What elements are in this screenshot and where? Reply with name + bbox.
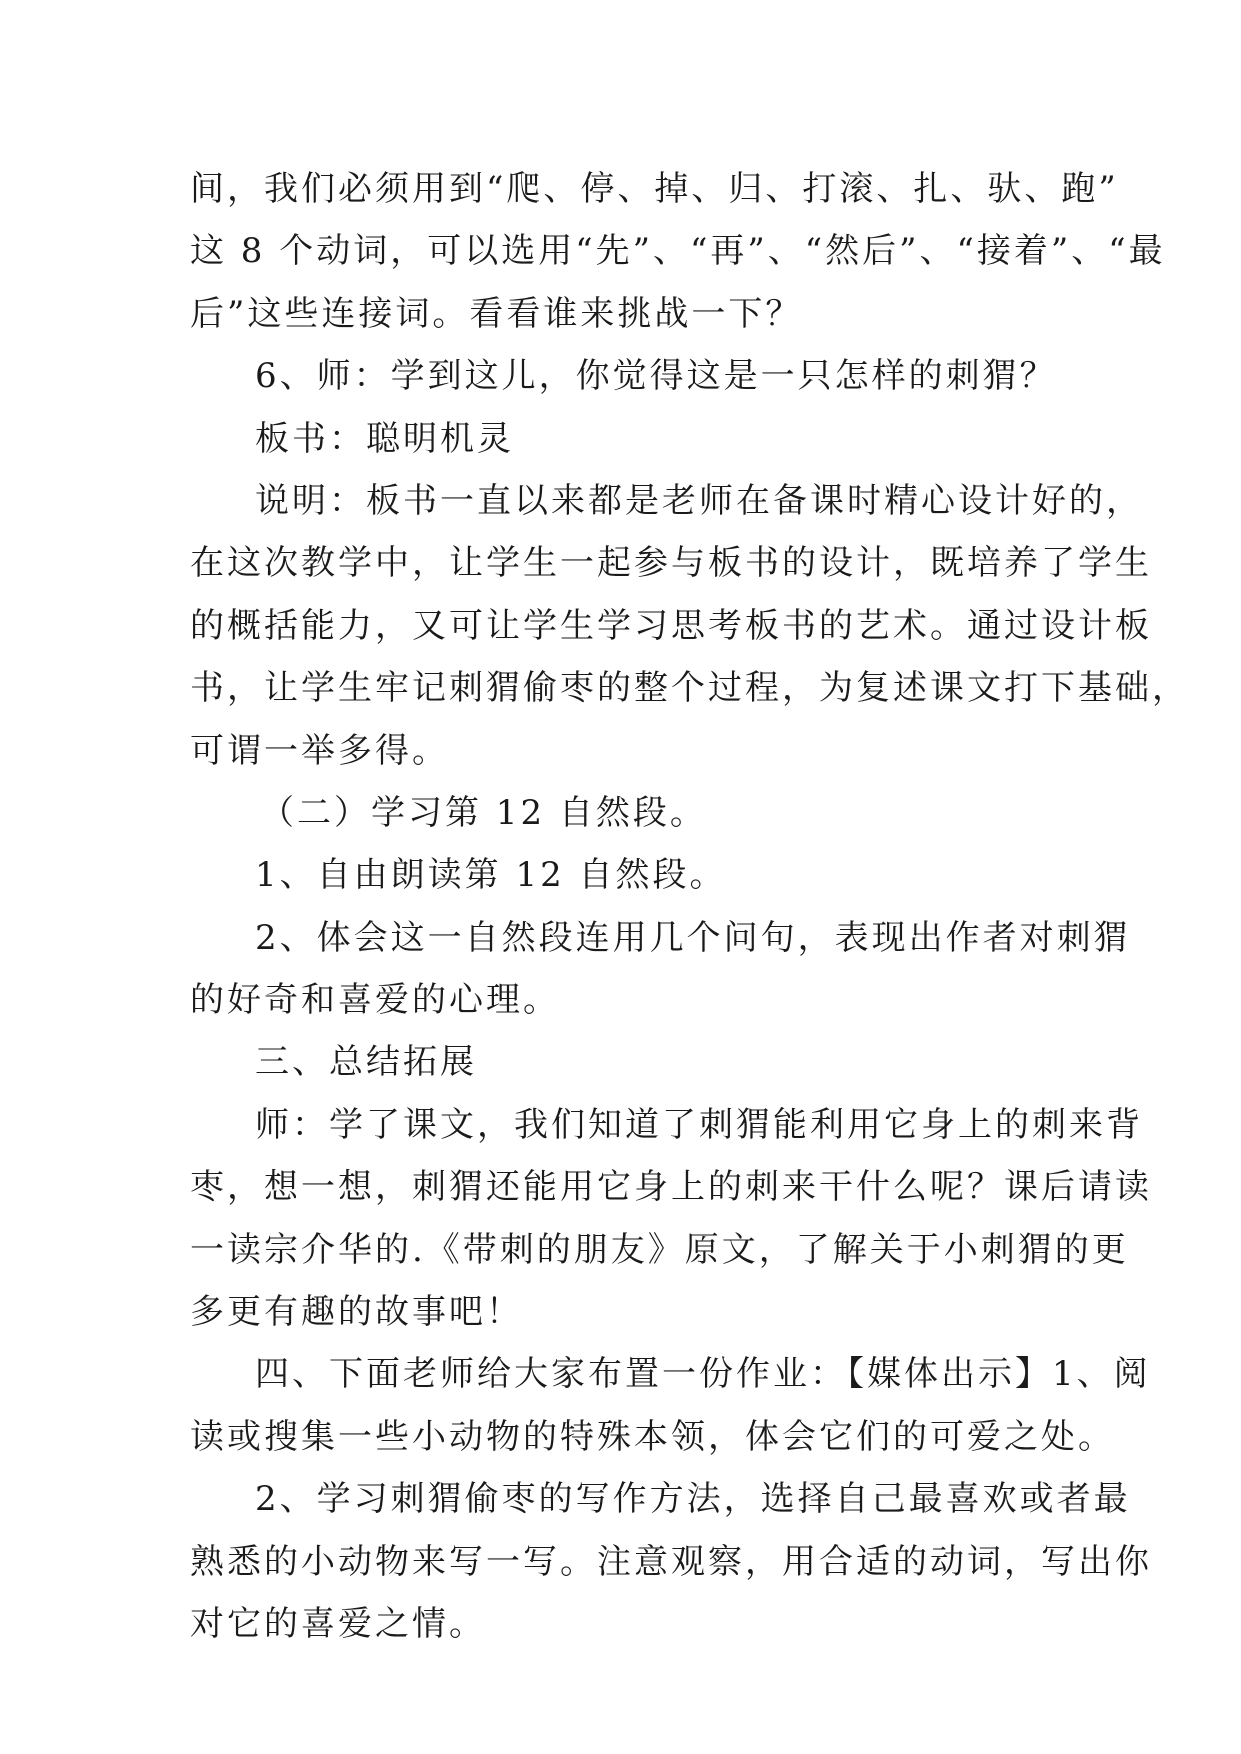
paragraph-line: 2、体会这一自然段连用几个问句，表现出作者对刺猬 [255,917,1131,958]
paragraph-line: 说明：板书一直以来都是老师在备课时精心设计好的， [255,480,1143,521]
paragraph-line: 书，让学生牢记刺猬偷枣的整个过程，为复述课文打下基础， [190,668,1189,709]
paragraph-line: 对它的喜爱之情。 [190,1603,486,1644]
paragraph-line: 读或搜集一些小动物的特殊本领，体会它们的可爱之处。 [190,1416,1115,1457]
paragraph-line: 的好奇和喜爱的心理。 [190,980,560,1021]
paragraph-line: 熟悉的小动物来写一写。注意观察，用合适的动词，写出你 [190,1541,1152,1582]
paragraph-line: 一读宗介华的.《带刺的朋友》原文，了解关于小刺猬的更 [190,1229,1129,1270]
paragraph-line: 2、学习刺猬偷枣的写作方法，选择自己最喜欢或者最 [255,1479,1131,1520]
paragraph-line: 后”这些连接词。看看谁来挑战一下？ [190,293,803,334]
paragraph-line: 四、下面老师给大家布置一份作业：【媒体出示】1、阅 [255,1354,1151,1395]
paragraph-line: 1、自由朗读第 12 自然段。 [255,855,727,896]
paragraph-line: 6、师：学到这儿，你觉得这是一只怎样的刺猬？ [255,356,1057,397]
paragraph-line: 板书：聪明机灵 [255,418,514,459]
paragraph-line: 枣，想一想，刺猬还能用它身上的刺来干什么呢？课后请读 [190,1167,1152,1208]
section-heading: （二）学习第 12 自然段。 [260,792,707,833]
paragraph-line: 的概括能力，又可让学生学习思考板书的艺术。通过设计板 [190,605,1152,646]
paragraph-line: 间，我们必须用到“爬、停、掉、归、打滚、扎、驮、跑” [190,169,1119,209]
paragraph-line: 在这次教学中，让学生一起参与板书的设计，既培养了学生 [190,543,1152,584]
document-body [190,158,1189,1655]
paragraph-line: 多更有趣的故事吧！ [190,1292,523,1333]
paragraph-line: 这 8 个动词，可以选用“先”、“再”、“然后”、“接着”、“最 [190,231,1166,272]
paragraph-line: 师：学了课文，我们知道了刺猬能利用它身上的刺来背 [255,1104,1143,1145]
section-heading: 三、总结拓展 [255,1042,477,1083]
paragraph-line: 可谓一举多得。 [190,730,449,771]
